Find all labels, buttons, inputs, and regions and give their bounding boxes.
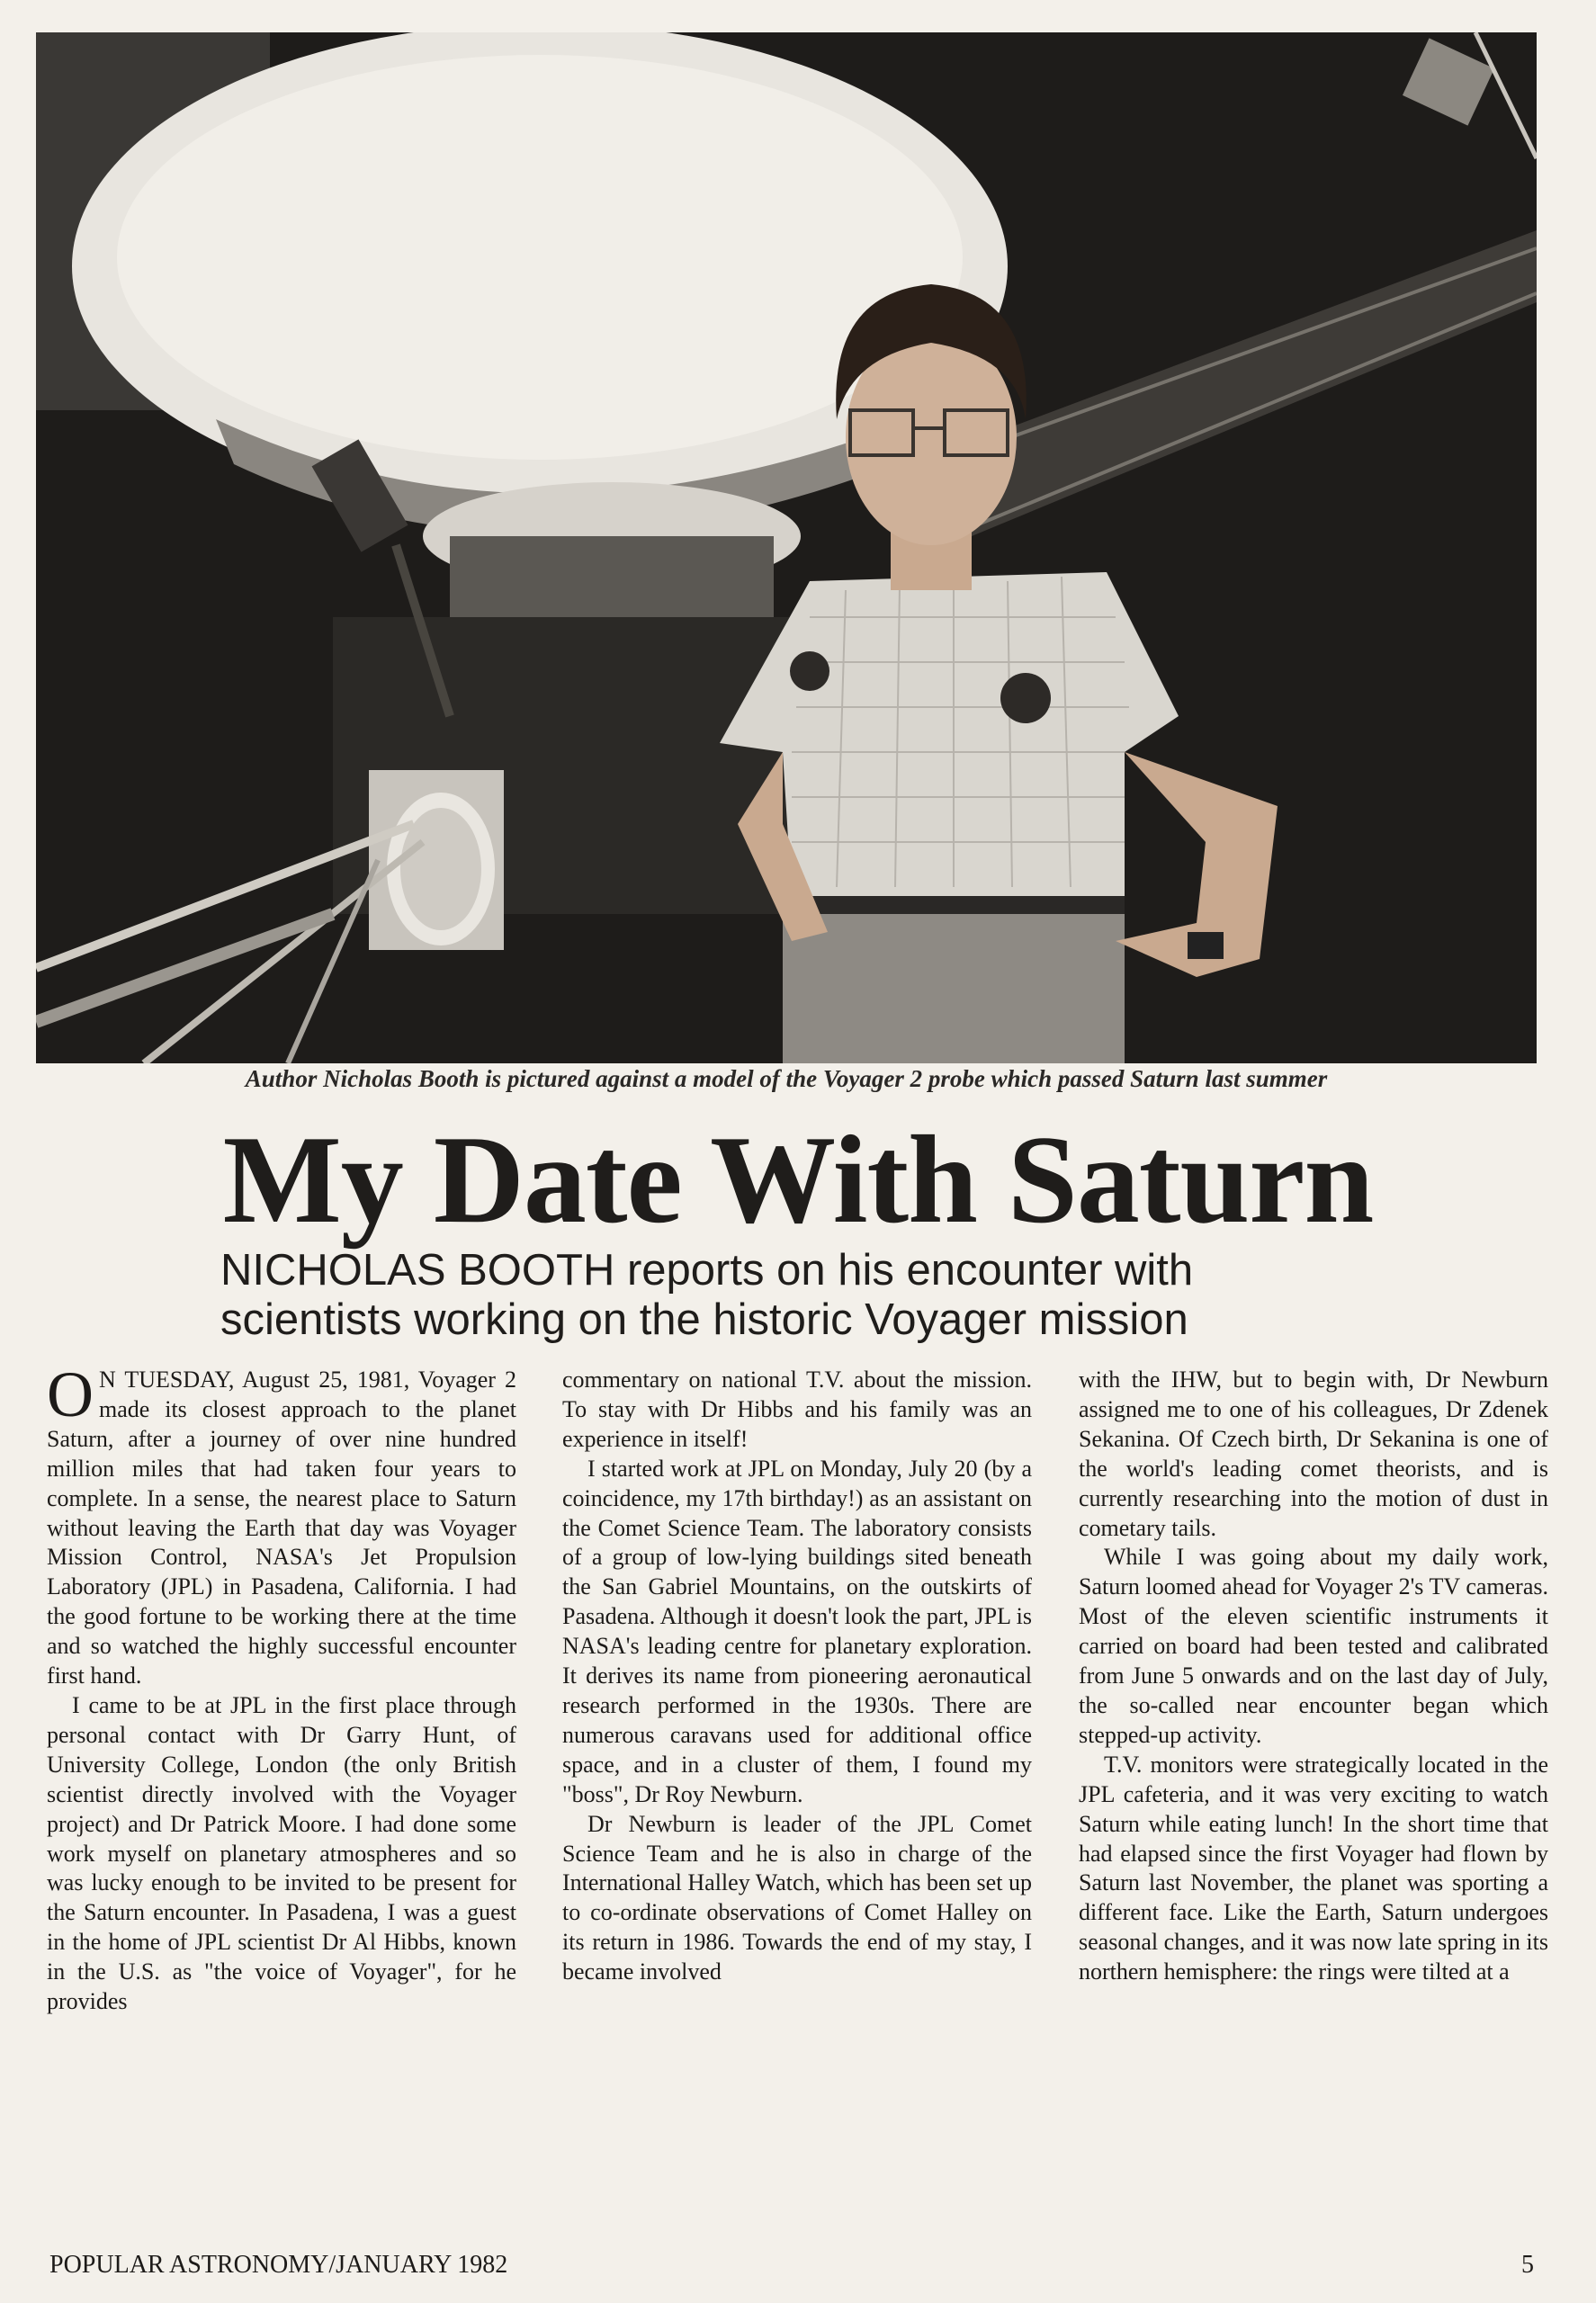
- voyager-model-photo: [36, 32, 1537, 1063]
- article-column-3: [1079, 1366, 1548, 2175]
- paragraph: with the IHW, but to begin with, Dr Newburn assigned me to one of his colleagues, Dr Zdenek Sekanina. Of Czech birth, Dr Sekanina is one of the world's leading comet theorists, and is currently researching into the motion of dust in cometary tails.: [1079, 1367, 1548, 1541]
- paragraph: While I was going about my daily work, Saturn loomed ahead for Voyager 2's TV cameras. Most of the eleven scientific instruments it carried on board had been tested and calibrated from June 5 onwards and on the last day of July, the so-called near encounter began which stepped-up activity.: [1079, 1544, 1548, 1748]
- paragraph: Dr Newburn is leader of the JPL Comet Science Team and he is also in charge of the International Halley Watch, which has been set up to co-ordinate observations of Comet Halley on its return in 1986. Towards the end of my stay, I became involved: [562, 1810, 1032, 1985]
- paragraph-text: N TUESDAY, August 25, 1981, Voyager 2 made its closest approach to the planet Saturn, after a journey of over nine hundred million miles that had taken four years to complete. In a sense, the nearest place to Saturn without leaving the Earth that day was Voyager Mission Control, NASA's Jet Propulsion Laboratory (JPL) in Pasadena, California. I had the good fortune to be working there at the time and so watched the highly successful encounter first hand.: [47, 1367, 516, 1689]
- paragraph: commentary on national T.V. about the mission. To stay with Dr Hibbs and his family was an experience in itself!: [562, 1367, 1032, 1452]
- article-photo: [36, 32, 1537, 1063]
- paragraph: I started work at JPL on Monday, July 20 (by a coincidence, my 17th birthday!) as an assistant on the Comet Science Team. The laboratory consists of a group of low-lying buildings sited beneath the San Gabriel Mountains, on the outskirts of Pasadena. Although it doesn't look the part, JPL is NASA's leading centre for planetary exploration. It derives its name from pioneering aeronautical research performed in the 1930s. There are numerous caravans used for additional office space, and in a cluster of them, I found my "boss", Dr Roy Newburn.: [562, 1455, 1032, 1807]
- publication-info: POPULAR ASTRONOMY/JANUARY 1982: [49, 2251, 508, 2279]
- article-column-1: [47, 1366, 516, 2175]
- drop-cap: O: [47, 1366, 94, 1430]
- subtitle-author: NICHOLAS BOOTH: [220, 1246, 615, 1295]
- paragraph: [47, 1366, 516, 1691]
- photo-caption: Author Nicholas Booth is pictured against a model of the Voyager 2 probe which passed Saturn last summer: [245, 1065, 1328, 1092]
- subtitle-text: reports on his encounter with scientists working on the historic Voyager mission: [220, 1246, 1194, 1344]
- paragraph: I came to be at JPL in the first place through personal contact with Dr Garry Hunt, of University College, London (the only British scientist directly involved with the Voyager project) and Dr Patrick Moore. I had done some work myself on planetary atmospheres and so was lucky enough to be invited to be present for the Saturn encounter. In Pasadena, I was a guest in the home of JPL scientist Dr Al Hibbs, known in the U.S. as "the voice of Voyager", for he provides: [47, 1691, 516, 2015]
- page-footer: [49, 2249, 1534, 2281]
- page-number: 5: [1521, 2251, 1534, 2279]
- article-column-2: [562, 1366, 1032, 2175]
- article-title: My Date With Saturn: [222, 1110, 1374, 1250]
- paragraph: T.V. monitors were strategically located in the JPL cafeteria, and it was very exciting to watch Saturn while eating lunch! In the short time that had elapsed since the first Voyager had flown by Saturn last November, the planet was sporting a different face. Like the Earth, Saturn undergoes seasonal changes, and it was now late spring in its northern hemisphere: the rings were tilted at a: [1079, 1751, 1548, 1985]
- article-subtitle: [220, 1246, 1381, 1345]
